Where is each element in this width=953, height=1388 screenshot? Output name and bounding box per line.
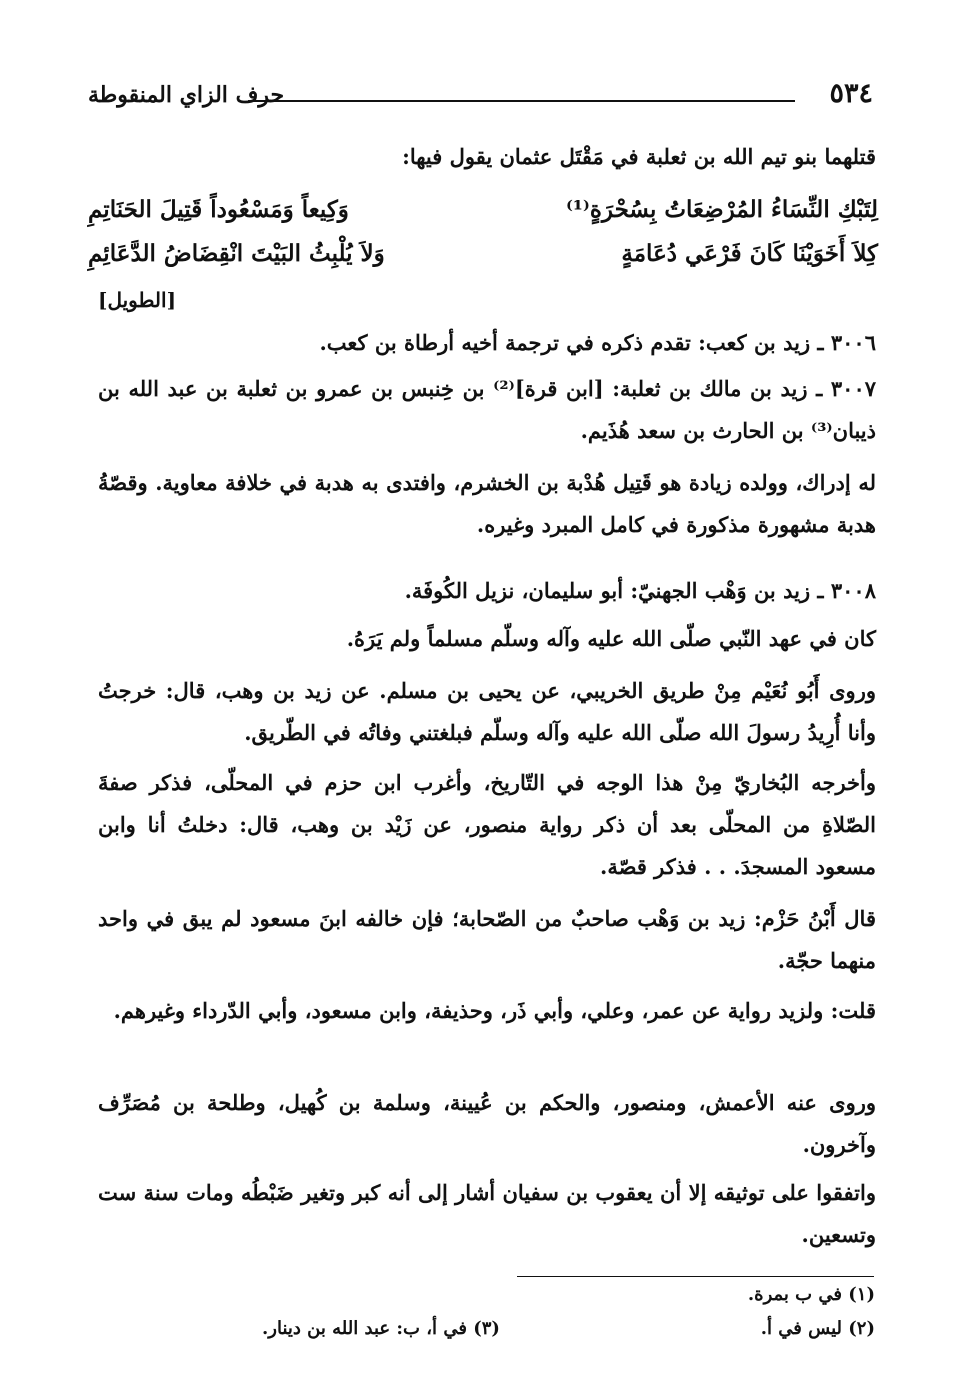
- page-number: ٥٣٤: [829, 78, 873, 109]
- paragraph-block: [98, 898, 876, 982]
- paragraph-block: [98, 762, 876, 888]
- paragraph-block: [98, 670, 876, 754]
- paragraph: كان في عهد النّبي صلّى الله عليه وآله وسلّم مسلماً ولم يَرَهُ.: [346, 626, 876, 651]
- paragraph: ٣٠٠٧ ـ زيد بن مالك بن ثعلبة: [ابن قرة]⁽²⁾ بن خِنبس بن عمرو بن ثعلبة بن عبد الله بن ذيبان⁽³⁾ بن الحارث بن سعد هُذَيم.: [98, 376, 877, 443]
- footnote: (٢) ليس في أ.: [760, 1318, 875, 1339]
- paragraph: له إدراك، وولده زيادة هو قَتِيل هُدْبة بن الخشرم، وافتدى به هدبة في خلافة معاوية. وقصّةُ هدبة مشهورة مذكورة في كامل المبرد وغيره.: [98, 470, 876, 537]
- page-header: [88, 78, 873, 118]
- paragraph: وأخرجه البُخاريّ مِنْ هذا الوجه في التّاريخ، وأغرب ابن حزم في المحلّى، فذكر صفةَ الصّلاةِ من المحلّى بعد أن ذكر رواية منصور، عن زَيْد بن وهب، قال: دخلتُ أنا وابن مسعود المسجدَ. . . فذكر قصّة.: [98, 770, 876, 879]
- entry-3006: [98, 322, 876, 364]
- paragraph: واتفقوا على توثيقه إلا أن يعقوب بن سفيان أشار إلى أنه كبر وتغير ضَبْطُه ومات سنة ست وتسعين.: [98, 1180, 876, 1247]
- paragraph: قال أَبْنُ حَزْم: زيد بن وَهْب صاحبٌ من الصّحابة؛ فإن خالفه ابنَ مسعود لم يبق في واحد منهما حجّة.: [98, 906, 876, 973]
- paragraph: وروى أَبُو نُعَيْم مِنْ طريق الخريبي، عن يحيى بن مسلم. عن زيد بن وهب، قال: خرجتُ وأنا أُرِيدُ رسولَ الله صلّى الله عليه وآله وسلّم فبلغتني وفاتُه في الطّريق.: [98, 678, 876, 745]
- header-rule: [248, 100, 795, 102]
- footnote: (١) في ب بمرة.: [747, 1284, 875, 1305]
- entry-3007-note: [98, 462, 876, 546]
- paragraph: قلت: ولزيد رواية عن عمر، وعلي، وأبي ذَر، وحذيفة، وابن مسعود، وأبي الدّرداء وغيرهم.: [113, 998, 876, 1023]
- paragraph: قتلهما بنو تيم الله بن ثعلبة في مَقْتَل عثمان يقول فيها:: [402, 144, 876, 169]
- running-title: حرف الزاي المنقوطة: [88, 82, 285, 108]
- paragraph-block: [98, 1172, 876, 1256]
- paragraph-block: [98, 1082, 876, 1166]
- footnote: (٣) في أ، ب: عبد الله بن دينار.: [262, 1318, 500, 1339]
- paragraph: ٣٠٠٨ ـ زيد بن وَهْب الجهنيّ: أبو سليمان، نزيل الكُوفَة.: [404, 578, 876, 603]
- paragraph-block: [98, 990, 876, 1032]
- paragraph: ٣٠٠٦ ـ زيد بن كعب: تقدم ذكره في ترجمة أخيه أرطاة بن كعب.: [319, 330, 876, 355]
- verse-second-hemistich: وَكِيعاً وَمَسْعُوداً قَتِيلَ الحَنَاتِمِ: [88, 196, 349, 223]
- verse-first-hemistich: كِلاَ أَخَوَيْنَا كَانَ فَرْعَي دُعَامَةٍ: [621, 240, 878, 267]
- paragraph-block: [98, 618, 876, 660]
- verse-line: [88, 196, 878, 236]
- verse-line: [88, 240, 878, 280]
- footnote-rule: [517, 1276, 874, 1277]
- entry-3007: [98, 368, 876, 452]
- entry-3008: [98, 570, 876, 612]
- paragraph: وروى عنه الأعمش، ومنصور، والحكم بن عُيينة، وسلمة بن كُهيل، وطلحة بن مُصَرِّف وآخرون.: [98, 1090, 876, 1157]
- poetic-meter: [الطويل]: [98, 288, 177, 312]
- verse-second-hemistich: وَلاَ يُلْبِثُ البَيْتَ انْقِضَاضُ الدَّعَائِمِ: [88, 240, 385, 267]
- intro-line: [98, 136, 876, 178]
- verse-first-hemistich: لِتَبْكِ النِّسَاءُ المُرْضِعَاتُ بِسُحْرَةٍ⁽¹⁾: [566, 196, 878, 223]
